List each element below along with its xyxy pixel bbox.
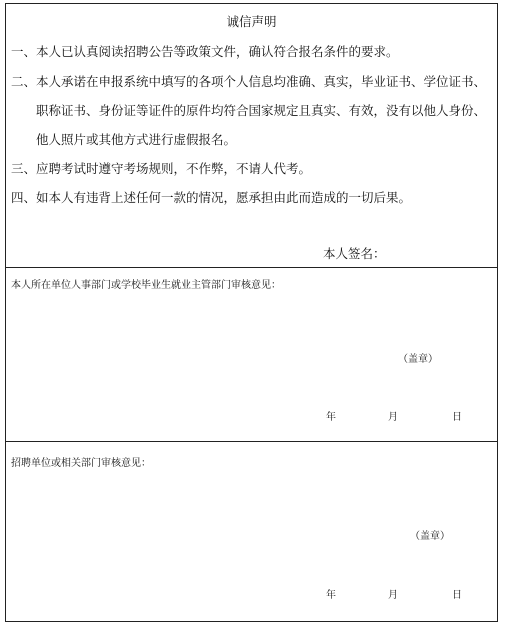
declaration-title: 诚信声明 bbox=[226, 14, 277, 29]
signature-label: 本人签名： bbox=[323, 246, 386, 261]
declaration-item-2-line-2: 职称证书、身份证等证件的原件均符合国家规定且真实、有效，没有以他人身份、 bbox=[36, 103, 487, 118]
employer-day-label: 日 bbox=[452, 590, 462, 601]
unit-review-label: 本人所在单位人事部门或学校毕业生就业主管部门审核意见： bbox=[11, 280, 281, 291]
unit-day-label: 日 bbox=[452, 412, 462, 423]
employer-seal-label: （盖章） bbox=[410, 531, 450, 542]
unit-review-section bbox=[6, 268, 497, 442]
employer-month-label: 月 bbox=[388, 590, 398, 601]
unit-month-label: 月 bbox=[388, 412, 398, 423]
declaration-item-2-line-1: 二、本人承诺在申报系统中填写的各项个人信息均准确、真实，毕业证书、学位证书、 bbox=[11, 74, 487, 89]
declaration-item-3: 三、应聘考试时遵守考场规则，不作弊，不请人代考。 bbox=[11, 161, 312, 176]
employer-year-label: 年 bbox=[326, 590, 336, 601]
integrity-declaration-form bbox=[5, 3, 498, 622]
unit-year-label: 年 bbox=[326, 412, 336, 423]
declaration-item-1: 一、本人已认真阅读招聘公告等政策文件，确认符合报名条件的要求。 bbox=[11, 44, 399, 59]
declaration-section bbox=[6, 4, 497, 268]
declaration-item-4: 四、如本人有违背上述任何一款的情况，愿承担由此而造成的一切后果。 bbox=[11, 190, 412, 205]
employer-review-section bbox=[6, 442, 497, 621]
declaration-item-2-line-3: 他人照片或其他方式进行虚假报名。 bbox=[36, 132, 237, 147]
employer-review-label: 招聘单位或相关部门审核意见： bbox=[11, 458, 151, 469]
unit-seal-label: （盖章） bbox=[398, 354, 438, 365]
